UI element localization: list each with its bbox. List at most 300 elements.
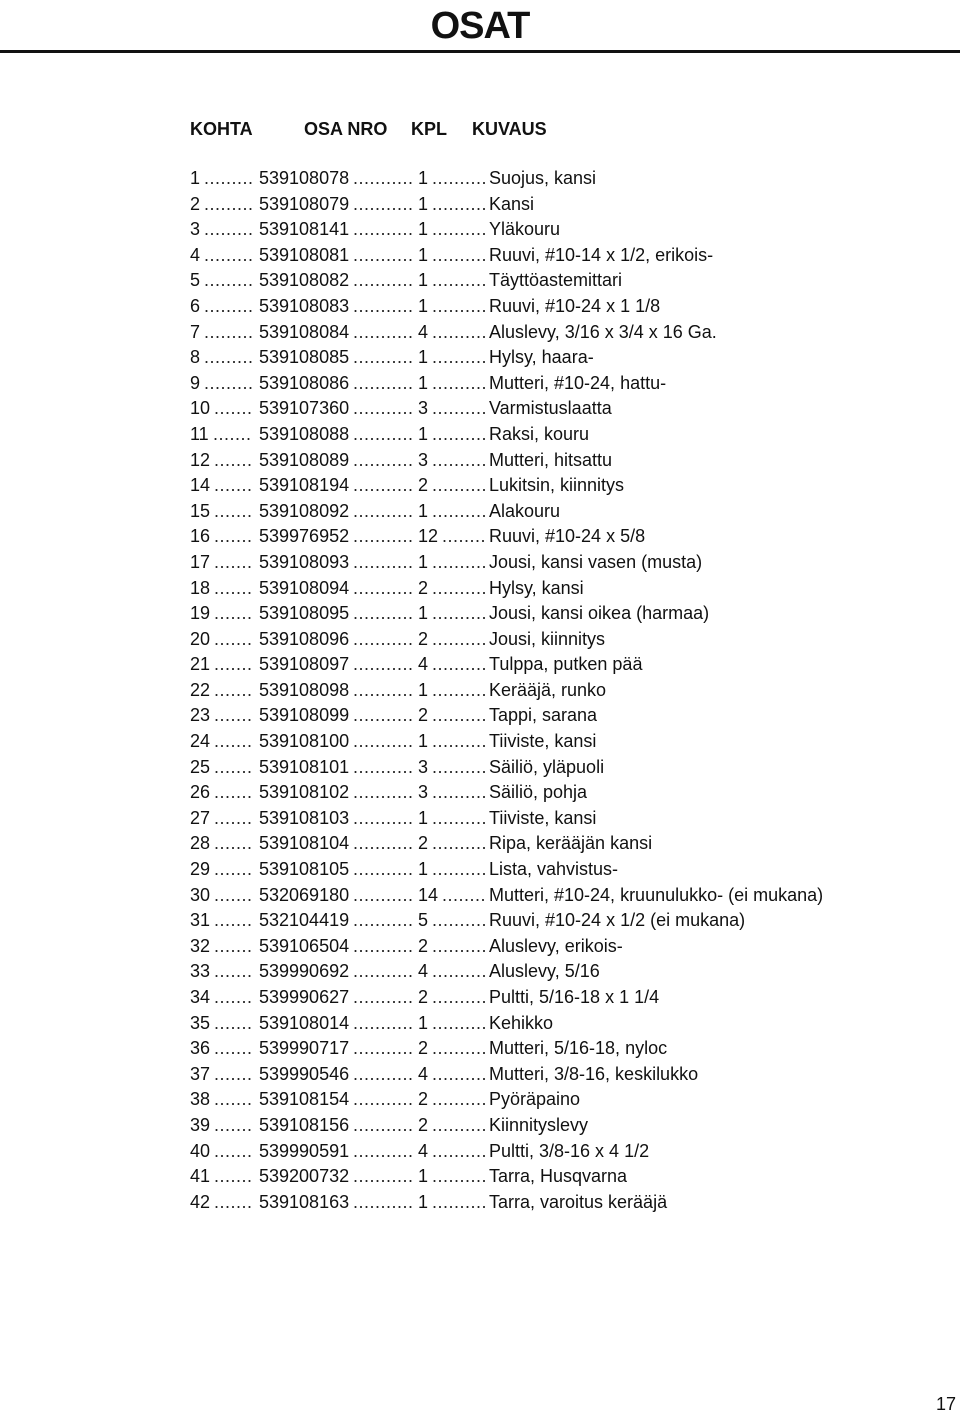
part-number: 539108141 xyxy=(259,219,350,240)
dot-leader: .......... xyxy=(432,193,487,214)
part-number: 539108083 xyxy=(259,295,350,316)
table-row xyxy=(190,652,890,678)
part-quantity: 1 xyxy=(418,347,429,368)
part-item-number: 21 xyxy=(190,654,211,675)
part-description: Kiinnityslevy xyxy=(489,1114,589,1135)
table-row xyxy=(190,627,890,653)
part-item-number: 3 xyxy=(190,219,201,240)
part-quantity: 4 xyxy=(418,1063,429,1084)
dot-leader: .......... xyxy=(432,1166,487,1187)
part-number: 539108096 xyxy=(259,628,350,649)
dot-leader: ....... xyxy=(214,1012,253,1033)
part-quantity: 1 xyxy=(418,244,429,265)
part-number: 539108095 xyxy=(259,603,350,624)
part-quantity: 1 xyxy=(418,1012,429,1033)
part-description: Säiliö, yläpuoli xyxy=(489,756,605,777)
part-item-number: 42 xyxy=(190,1191,211,1212)
dot-leader: ....... xyxy=(214,1191,253,1212)
dot-leader: ....... xyxy=(214,1114,253,1135)
dot-leader: ........... xyxy=(353,1063,414,1084)
dot-leader: .......... xyxy=(432,910,487,931)
part-number: 539106504 xyxy=(259,935,350,956)
part-item-number: 27 xyxy=(190,807,211,828)
dot-leader: .......... xyxy=(432,372,487,393)
table-row xyxy=(190,780,890,806)
part-description: Kehikko xyxy=(489,1012,554,1033)
part-quantity: 1 xyxy=(418,295,429,316)
dot-leader: .......... xyxy=(432,219,487,240)
part-number: 539108078 xyxy=(259,168,350,188)
part-quantity: 2 xyxy=(418,705,429,726)
part-description: Varmistuslaatta xyxy=(489,398,612,419)
dot-leader: ....... xyxy=(214,705,253,726)
part-number: 539108100 xyxy=(259,731,350,752)
table-row xyxy=(190,985,890,1011)
part-number: 539108098 xyxy=(259,679,350,700)
dot-leader: .......... xyxy=(432,500,487,521)
part-quantity: 5 xyxy=(418,910,429,931)
part-quantity: 2 xyxy=(418,987,429,1007)
part-item-number: 20 xyxy=(190,628,211,649)
dot-leader: ....... xyxy=(214,551,253,572)
dot-leader: ....... xyxy=(214,654,253,675)
dot-leader: ....... xyxy=(214,731,253,752)
part-description: Jousi, kiinnitys xyxy=(489,628,606,649)
table-row xyxy=(190,857,890,883)
dot-leader: ......... xyxy=(204,168,254,188)
part-item-number: 30 xyxy=(190,884,211,905)
dot-leader: ........... xyxy=(353,782,414,803)
table-row xyxy=(190,806,890,832)
table-row xyxy=(190,268,890,294)
part-item-number: 26 xyxy=(190,782,211,803)
dot-leader: ........... xyxy=(353,577,414,598)
part-item-number: 39 xyxy=(190,1114,211,1135)
table-row xyxy=(190,678,890,704)
table-row xyxy=(190,1062,890,1088)
table-row xyxy=(190,601,890,627)
dot-leader: .......... xyxy=(432,244,487,265)
part-quantity: 3 xyxy=(418,449,429,470)
dot-leader: .......... xyxy=(432,1038,487,1059)
part-quantity: 2 xyxy=(418,935,429,956)
dot-leader: ........... xyxy=(353,884,414,905)
dot-leader: ....... xyxy=(214,910,253,931)
table-row xyxy=(190,934,890,960)
part-number: 539108079 xyxy=(259,193,350,214)
part-quantity: 14 xyxy=(418,884,439,905)
dot-leader: ....... xyxy=(214,603,253,624)
part-item-number: 6 xyxy=(190,295,201,316)
dot-leader: ....... xyxy=(214,935,253,956)
dot-leader: .......... xyxy=(432,705,487,726)
dot-leader: ........... xyxy=(353,244,414,265)
title-rule xyxy=(0,50,960,53)
dot-leader: ....... xyxy=(214,526,253,547)
dot-leader: ........... xyxy=(353,193,414,214)
dot-leader: ....... xyxy=(214,1038,253,1059)
part-description: Ripa, kerääjän kansi xyxy=(489,833,653,854)
part-item-number: 41 xyxy=(190,1166,211,1187)
part-quantity: 1 xyxy=(418,423,429,444)
part-description: Pyöräpaino xyxy=(489,1089,581,1110)
table-row xyxy=(190,345,890,371)
part-quantity: 1 xyxy=(418,219,429,240)
part-quantity: 2 xyxy=(418,1089,429,1110)
dot-leader: .......... xyxy=(432,321,487,342)
dot-leader: ......... xyxy=(204,295,254,316)
part-item-number: 2 xyxy=(190,193,201,214)
dot-leader: .......... xyxy=(432,987,487,1007)
table-row xyxy=(190,1113,890,1139)
part-description: Ruuvi, #10-24 x 5/8 xyxy=(489,526,646,547)
part-item-number: 7 xyxy=(190,321,201,342)
part-number: 539990546 xyxy=(259,1063,350,1084)
part-number: 539108105 xyxy=(259,859,350,880)
part-number: 539108156 xyxy=(259,1114,350,1135)
dot-leader: ........ xyxy=(442,884,487,905)
dot-leader: .......... xyxy=(432,577,487,598)
table-row xyxy=(190,166,890,192)
part-number: 539108014 xyxy=(259,1012,350,1033)
part-description: Mutteri, #10-24, kruunulukko- (ei mukana) xyxy=(489,884,824,905)
part-description: Mutteri, 3/8-16, keskilukko xyxy=(489,1063,699,1084)
dot-leader: ....... xyxy=(213,423,252,444)
dot-leader: ......... xyxy=(204,347,254,368)
dot-leader: ........... xyxy=(353,270,414,291)
dot-leader: .......... xyxy=(432,1140,487,1161)
dot-leader: ........... xyxy=(353,628,414,649)
dot-leader: ........... xyxy=(353,987,414,1007)
part-item-number: 5 xyxy=(190,270,201,291)
part-description: Yläkouru xyxy=(489,219,561,240)
part-item-number: 29 xyxy=(190,859,211,880)
column-headers xyxy=(190,119,890,141)
part-quantity: 1 xyxy=(418,679,429,700)
dot-leader: ........... xyxy=(353,551,414,572)
table-row xyxy=(190,1087,890,1113)
table-row xyxy=(190,1139,890,1165)
dot-leader: ....... xyxy=(214,756,253,777)
dot-leader: ....... xyxy=(214,449,253,470)
dot-leader: .......... xyxy=(432,475,487,496)
part-quantity: 3 xyxy=(418,782,429,803)
part-item-number: 31 xyxy=(190,910,211,931)
part-description: Suojus, kansi xyxy=(489,168,597,188)
dot-leader: ........... xyxy=(353,347,414,368)
part-number: 539108097 xyxy=(259,654,350,675)
part-number: 539108163 xyxy=(259,1191,350,1212)
dot-leader: .......... xyxy=(432,1089,487,1110)
part-item-number: 14 xyxy=(190,475,211,496)
part-number: 539108094 xyxy=(259,577,350,598)
dot-leader: ........... xyxy=(353,833,414,854)
dot-leader: .......... xyxy=(432,756,487,777)
table-row xyxy=(190,192,890,218)
table-row xyxy=(190,371,890,397)
dot-leader: ....... xyxy=(214,961,253,982)
part-description: Tarra, Husqvarna xyxy=(489,1166,628,1187)
part-quantity: 1 xyxy=(418,193,429,214)
dot-leader: .......... xyxy=(432,603,487,624)
dot-leader: ........... xyxy=(353,295,414,316)
dot-leader: ....... xyxy=(214,398,253,419)
part-item-number: 40 xyxy=(190,1140,211,1161)
part-item-number: 10 xyxy=(190,398,211,419)
part-number: 532104419 xyxy=(259,910,350,931)
dot-leader: .......... xyxy=(432,833,487,854)
page-title: OSAT xyxy=(430,5,530,47)
part-description: Hylsy, haara- xyxy=(489,347,594,368)
table-row xyxy=(190,448,890,474)
part-number: 539108088 xyxy=(259,423,350,444)
dot-leader: ........... xyxy=(353,603,414,624)
part-number: 539108103 xyxy=(259,807,350,828)
part-item-number: 32 xyxy=(190,935,211,956)
dot-leader: ........... xyxy=(353,705,414,726)
part-number: 539108194 xyxy=(259,475,350,496)
dot-leader: ........... xyxy=(353,321,414,342)
dot-leader: .......... xyxy=(432,295,487,316)
table-row xyxy=(190,883,890,909)
part-item-number: 11 xyxy=(190,423,209,444)
dot-leader: ....... xyxy=(214,1140,253,1161)
dot-leader: ....... xyxy=(214,987,253,1007)
dot-leader: ........... xyxy=(353,807,414,828)
part-quantity: 2 xyxy=(418,475,429,496)
part-item-number: 18 xyxy=(190,577,211,598)
part-description: Kansi xyxy=(489,193,535,214)
header-description: KUVAUS xyxy=(472,119,547,139)
dot-leader: ......... xyxy=(204,193,254,214)
dot-leader: ........... xyxy=(353,654,414,675)
dot-leader: ........... xyxy=(353,1089,414,1110)
part-item-number: 24 xyxy=(190,731,211,752)
dot-leader: ........... xyxy=(353,398,414,419)
part-item-number: 15 xyxy=(190,500,211,521)
table-row xyxy=(190,243,890,269)
part-number: 539200732 xyxy=(259,1166,350,1187)
dot-leader: ........... xyxy=(353,859,414,880)
part-item-number: 22 xyxy=(190,679,211,700)
part-description: Kerääjä, runko xyxy=(489,679,607,700)
part-quantity: 1 xyxy=(418,551,429,572)
part-item-number: 28 xyxy=(190,833,211,854)
dot-leader: ........... xyxy=(353,372,414,393)
part-item-number: 12 xyxy=(190,449,211,470)
dot-leader: .......... xyxy=(432,654,487,675)
dot-leader: ........... xyxy=(353,910,414,931)
part-quantity: 2 xyxy=(418,1038,429,1059)
dot-leader: ........... xyxy=(353,500,414,521)
dot-leader: ........... xyxy=(353,449,414,470)
parts-list xyxy=(190,166,890,1215)
header-item: KOHTA xyxy=(190,119,253,139)
part-quantity: 1 xyxy=(418,270,429,291)
part-description: Alakouru xyxy=(489,500,561,521)
dot-leader: .......... xyxy=(432,1114,487,1135)
part-item-number: 16 xyxy=(190,526,211,547)
table-row xyxy=(190,1164,890,1190)
table-row xyxy=(190,576,890,602)
dot-leader: .......... xyxy=(432,859,487,880)
dot-leader: .......... xyxy=(432,807,487,828)
dot-leader: ....... xyxy=(214,859,253,880)
part-item-number: 25 xyxy=(190,756,211,777)
part-number: 539108093 xyxy=(259,551,350,572)
part-description: Tiiviste, kansi xyxy=(489,807,597,828)
dot-leader: ........... xyxy=(353,756,414,777)
part-quantity: 3 xyxy=(418,756,429,777)
dot-leader: .......... xyxy=(432,628,487,649)
dot-leader: ........... xyxy=(353,961,414,982)
part-number: 539108102 xyxy=(259,782,350,803)
dot-leader: ....... xyxy=(214,628,253,649)
part-item-number: 19 xyxy=(190,603,211,624)
dot-leader: ........ xyxy=(442,526,487,547)
part-number: 539108104 xyxy=(259,833,350,854)
part-description: Tiiviste, kansi xyxy=(489,731,597,752)
table-row xyxy=(190,1011,890,1037)
dot-leader: ........... xyxy=(353,1038,414,1059)
dot-leader: .......... xyxy=(432,935,487,956)
part-number: 539976952 xyxy=(259,526,350,547)
part-quantity: 4 xyxy=(418,961,429,982)
dot-leader: ......... xyxy=(204,270,254,291)
part-item-number: 1 xyxy=(190,168,201,188)
dot-leader: .......... xyxy=(432,731,487,752)
part-quantity: 2 xyxy=(418,833,429,854)
part-item-number: 34 xyxy=(190,987,211,1007)
dot-leader: .......... xyxy=(432,1191,487,1212)
part-quantity: 1 xyxy=(418,500,429,521)
part-description: Jousi, kansi oikea (harmaa) xyxy=(489,603,710,624)
dot-leader: ........... xyxy=(353,1166,414,1187)
dot-leader: ......... xyxy=(204,372,254,393)
part-quantity: 1 xyxy=(418,807,429,828)
part-quantity: 1 xyxy=(418,372,429,393)
part-quantity: 3 xyxy=(418,398,429,419)
part-number: 539108086 xyxy=(259,372,350,393)
part-description: Raksi, kouru xyxy=(489,423,590,444)
part-description: Pultti, 3/8-16 x 4 1/2 xyxy=(489,1140,650,1161)
part-description: Mutteri, 5/16-18, nyloc xyxy=(489,1038,668,1059)
part-quantity: 1 xyxy=(418,1191,429,1212)
part-number: 539990692 xyxy=(259,961,350,982)
part-quantity: 4 xyxy=(418,654,429,675)
part-number: 539108101 xyxy=(259,756,350,777)
part-item-number: 9 xyxy=(190,372,201,393)
table-row xyxy=(190,473,890,499)
dot-leader: .......... xyxy=(432,1012,487,1033)
table-row xyxy=(190,959,890,985)
part-description: Lukitsin, kiinnitys xyxy=(489,475,625,496)
part-description: Lista, vahvistus- xyxy=(489,859,619,880)
dot-leader: ....... xyxy=(214,500,253,521)
dot-leader: ....... xyxy=(214,807,253,828)
dot-leader: ....... xyxy=(214,1166,253,1187)
dot-leader: ......... xyxy=(204,321,254,342)
part-item-number: 23 xyxy=(190,705,211,726)
part-quantity: 12 xyxy=(418,526,439,547)
table-row xyxy=(190,703,890,729)
part-description: Aluslevy, 3/16 x 3/4 x 16 Ga. xyxy=(489,321,717,342)
part-item-number: 17 xyxy=(190,551,211,572)
dot-leader: ....... xyxy=(214,1063,253,1084)
dot-leader: .......... xyxy=(432,168,487,188)
part-number: 539107360 xyxy=(259,398,350,419)
part-number: 539108082 xyxy=(259,270,350,291)
part-description: Tappi, sarana xyxy=(489,705,598,726)
dot-leader: .......... xyxy=(432,679,487,700)
part-description: Mutteri, hitsattu xyxy=(489,449,613,470)
part-item-number: 37 xyxy=(190,1063,211,1084)
table-row xyxy=(190,320,890,346)
page-number: 17 xyxy=(935,1394,956,1414)
part-item-number: 4 xyxy=(190,244,201,265)
part-quantity: 2 xyxy=(418,577,429,598)
part-item-number: 38 xyxy=(190,1089,211,1110)
part-description: Ruuvi, #10-24 x 1 1/8 xyxy=(489,295,661,316)
table-row xyxy=(190,499,890,525)
dot-leader: ....... xyxy=(214,782,253,803)
table-row xyxy=(190,396,890,422)
table-row xyxy=(190,1190,890,1216)
part-quantity: 4 xyxy=(418,321,429,342)
part-number: 539108089 xyxy=(259,449,350,470)
table-row xyxy=(190,729,890,755)
part-number: 539990627 xyxy=(259,987,350,1007)
dot-leader: ........... xyxy=(353,1114,414,1135)
dot-leader: ....... xyxy=(214,1089,253,1110)
part-description: Tulppa, putken pää xyxy=(489,654,643,675)
dot-leader: ........... xyxy=(353,1140,414,1161)
dot-leader: ........... xyxy=(353,731,414,752)
part-quantity: 1 xyxy=(418,1166,429,1187)
dot-leader: ....... xyxy=(214,679,253,700)
part-quantity: 2 xyxy=(418,1114,429,1135)
dot-leader: ........... xyxy=(353,679,414,700)
part-quantity: 4 xyxy=(418,1140,429,1161)
table-row xyxy=(190,755,890,781)
part-number: 539108084 xyxy=(259,321,350,342)
dot-leader: ....... xyxy=(214,577,253,598)
dot-leader: ......... xyxy=(204,244,254,265)
part-description: Aluslevy, 5/16 xyxy=(489,961,600,982)
table-row xyxy=(190,217,890,243)
part-number: 539108092 xyxy=(259,500,350,521)
dot-leader: .......... xyxy=(432,270,487,291)
dot-leader: .......... xyxy=(432,398,487,419)
part-description: Ruuvi, #10-24 x 1/2 (ei mukana) xyxy=(489,910,746,931)
part-item-number: 8 xyxy=(190,347,201,368)
part-number: 539108085 xyxy=(259,347,350,368)
part-description: Ruuvi, #10-14 x 1/2, erikois- xyxy=(489,244,714,265)
dot-leader: .......... xyxy=(432,551,487,572)
part-description: Mutteri, #10-24, hattu- xyxy=(489,372,667,393)
dot-leader: ........... xyxy=(353,168,414,188)
part-item-number: 36 xyxy=(190,1038,211,1059)
dot-leader: ........... xyxy=(353,526,414,547)
part-description: Säiliö, pohja xyxy=(489,782,588,803)
part-quantity: 1 xyxy=(418,731,429,752)
part-number: 539990591 xyxy=(259,1140,350,1161)
table-row xyxy=(190,294,890,320)
part-description: Hylsy, kansi xyxy=(489,577,584,598)
table-row xyxy=(190,550,890,576)
table-row xyxy=(190,524,890,550)
header-qty: KPL xyxy=(411,119,447,139)
